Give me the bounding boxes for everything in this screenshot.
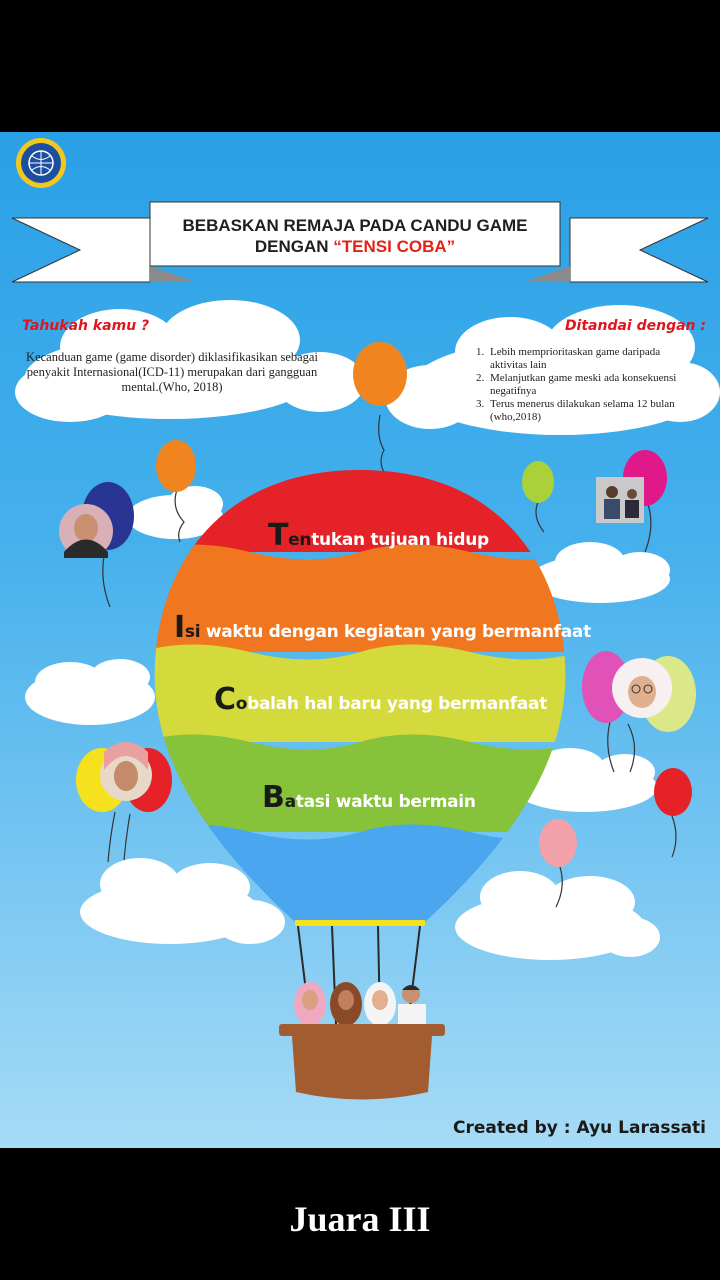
list-item: 3. Terus menerus dilakukan selama 12 bulan (who,2018) bbox=[476, 398, 675, 423]
band-text-t: Tentukan tujuan hidup bbox=[268, 518, 489, 553]
credit-text: Created by : Ayu Larassati bbox=[453, 1118, 706, 1138]
band-text-b: Batasi waktu bermain bbox=[262, 780, 476, 815]
symptom-list bbox=[476, 346, 696, 424]
band-text-i: Isi waktu dengan kegiatan yang bermanfaat bbox=[174, 610, 591, 645]
left-heading: Tahukah kamu ? bbox=[22, 318, 150, 334]
page-title bbox=[150, 202, 560, 266]
title-highlight: “TENSI COBA” bbox=[333, 237, 456, 256]
title-line-1: BEBASKAN REMAJA PADA CANDU GAME bbox=[182, 216, 528, 235]
title-line-2: DENGAN “TENSI COBA” bbox=[254, 237, 456, 256]
band-text-c: Cobalah hal baru yang bermanfaat bbox=[214, 682, 548, 717]
caption: Juara III bbox=[289, 1199, 431, 1239]
list-item: 1. Lebih memprioritaskan game daripada aktivitas lain bbox=[476, 346, 661, 371]
right-heading: Ditandai dengan : bbox=[564, 318, 706, 334]
poster bbox=[0, 132, 720, 1148]
left-body: Kecanduan game (game disorder) diklasifikasikan sebagai penyakit Internasional(ICD-11) merupakan dari gangguan mental.(Who, 2018) bbox=[26, 350, 318, 394]
list-item: 2. Melanjutkan game meski ada konsekuensi negatifnya bbox=[476, 372, 677, 397]
